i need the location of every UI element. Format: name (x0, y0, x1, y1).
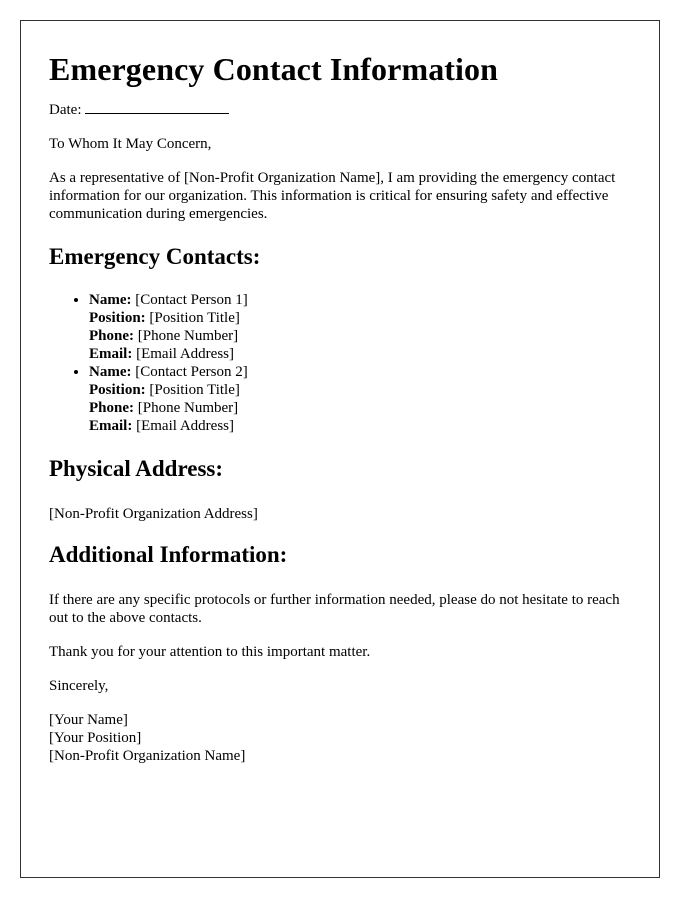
contact-phone: [Phone Number] (137, 400, 239, 416)
date-line (49, 99, 631, 119)
phone-label: Phone: (89, 400, 134, 416)
name-label: Name: (89, 364, 132, 380)
position-label: Position: (89, 382, 146, 398)
letter-page (20, 20, 660, 878)
contact-name: [Contact Person 2] (135, 364, 248, 380)
intro-paragraph: As a representative of [Non-Profit Organization Name], I am providing the emergency contact information for our organization. This information is critical for ensuring safety and effective communication during emergencies. (49, 170, 616, 222)
contacts-list (49, 291, 631, 435)
contact-phone: [Phone Number] (137, 328, 239, 344)
email-label: Email: (89, 418, 133, 434)
address-heading: Physical Address: (49, 456, 224, 481)
phone-label: Phone: (89, 328, 134, 344)
additional-heading: Additional Information: (49, 542, 288, 567)
contact-position: [Position Title] (149, 310, 240, 326)
contacts-heading: Emergency Contacts: (49, 244, 261, 269)
letter-title: Emergency Contact Information (49, 51, 499, 87)
contact-name: [Contact Person 1] (135, 292, 248, 308)
position-label: Position: (89, 310, 146, 326)
email-label: Email: (89, 346, 133, 362)
salutation: To Whom It May Concern, (49, 136, 212, 152)
signature-position: [Your Position] (49, 730, 142, 746)
date-blank-line (85, 99, 229, 114)
address-text: [Non-Profit Organization Address] (49, 506, 258, 522)
additional-paragraph: If there are any specific protocols or further information needed, please do not hesitate to reach out to the above contacts. (49, 592, 620, 626)
date-label: Date: (49, 102, 82, 118)
contact-email: [Email Address] (136, 346, 234, 362)
thanks-paragraph: Thank you for your attention to this important matter. (49, 644, 371, 660)
contact-email: [Email Address] (136, 418, 234, 434)
name-label: Name: (89, 292, 132, 308)
closing-text: Sincerely, (49, 678, 109, 694)
signature-block (49, 711, 631, 765)
signature-organization: [Non-Profit Organization Name] (49, 748, 246, 764)
contact-item (89, 363, 631, 435)
signature-name: [Your Name] (49, 712, 128, 728)
contact-position: [Position Title] (149, 382, 240, 398)
contact-item (89, 291, 631, 363)
